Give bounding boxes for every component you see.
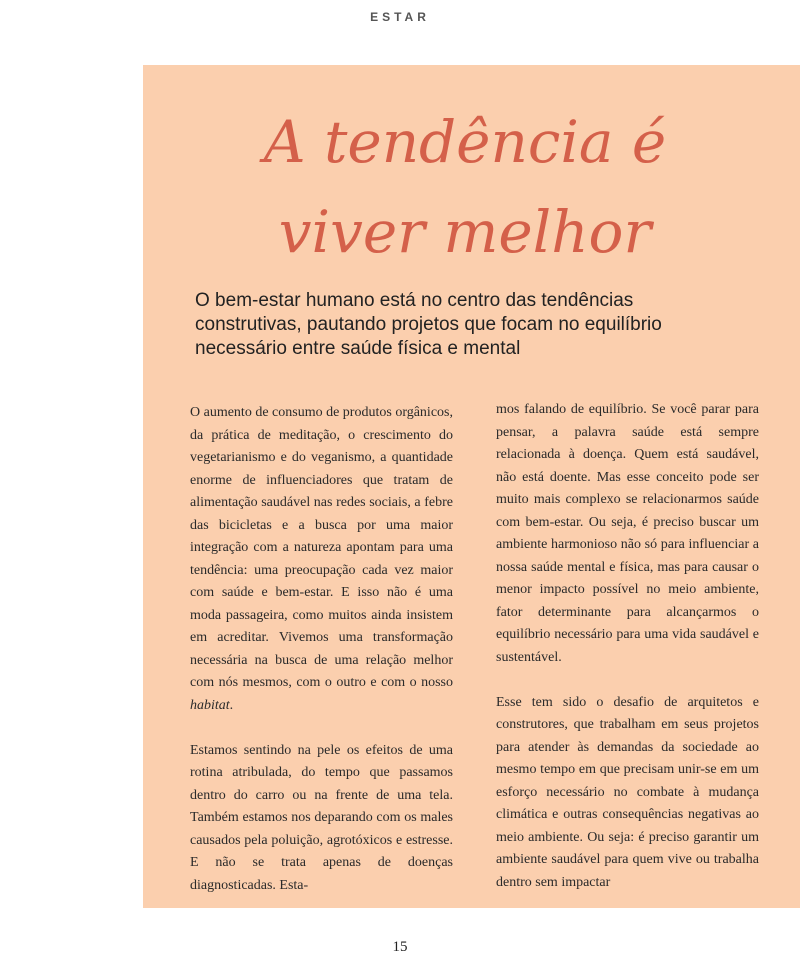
body-text: O aumento de consumo de produtos orgânicos, da prática de meditação, o crescimento do vegetarianismo e do veganismo, a quantidade enorme de influenciadores que tratam de alimentação saudável nas redes sociais, a febre das bicicletas e a busca por uma maior integração com a natureza apontam para uma tendência: uma preocupação cada vez maior com saúde e bem-estar. E isso não é uma moda passageira, como muitos ainda insistem em acreditar. Vivemos uma transformação necessária na busca de uma relação melhor com nós mesmos, com o outro e com o nosso xyxy=(190,405,453,690)
page-number: 15 xyxy=(392,939,408,955)
italic-term: habitat xyxy=(190,697,230,713)
article-title: A tendência é viver melhor xyxy=(263,108,667,266)
body-paragraph xyxy=(190,402,453,717)
article-panel xyxy=(143,65,800,908)
body-text: . xyxy=(229,697,234,713)
left-text-column xyxy=(190,402,453,897)
body-paragraph: mos falando de equilíbrio. Se você parar para pensar, a palavra saúde está sempre relacionada à doença. Quem está saudável, não está doente. Mas esse conceito pode ser muito mais complexo se relacionarmos saúde com bem-estar. Ou seja, é preciso buscar um ambiente harmonioso não só para influenciar a nossa saúde mental e física, mas para causar o menor impacto possível no meio ambiente, fator determinante para alcançarmos o equilíbrio necessário para uma vida saudável e sustentável. xyxy=(496,402,759,665)
right-text-column xyxy=(496,399,759,894)
article-lead: O bem-estar humano está no centro das tendências construtivas, pautando projetos que focam no equilíbrio necessário entre saúde física e mental xyxy=(195,290,662,359)
body-paragraph: Estamos sentindo na pele os efeitos de uma rotina atribulada, do tempo que passamos dentro do carro ou na frente de uma tela. Também estamos nos deparando com os males causados pela poluição, agrotóxicos e estresse. E não se trata apenas de doenças diagnosticadas. Esta- xyxy=(190,742,453,893)
body-paragraph: Esse tem sido o desafio de arquitetos e construtores, que trabalham em seus projetos para atender às demandas da sociedade ao mesmo tempo em que precisam unir-se em um esforço necessário no combate à mudança climática e outras consequências negativas ao meio ambiente. Ou seja: é preciso garantir um ambiente saudável para quem vive ou trabalha dentro sem impactar xyxy=(496,694,759,890)
section-label: ESTAR xyxy=(370,10,430,24)
